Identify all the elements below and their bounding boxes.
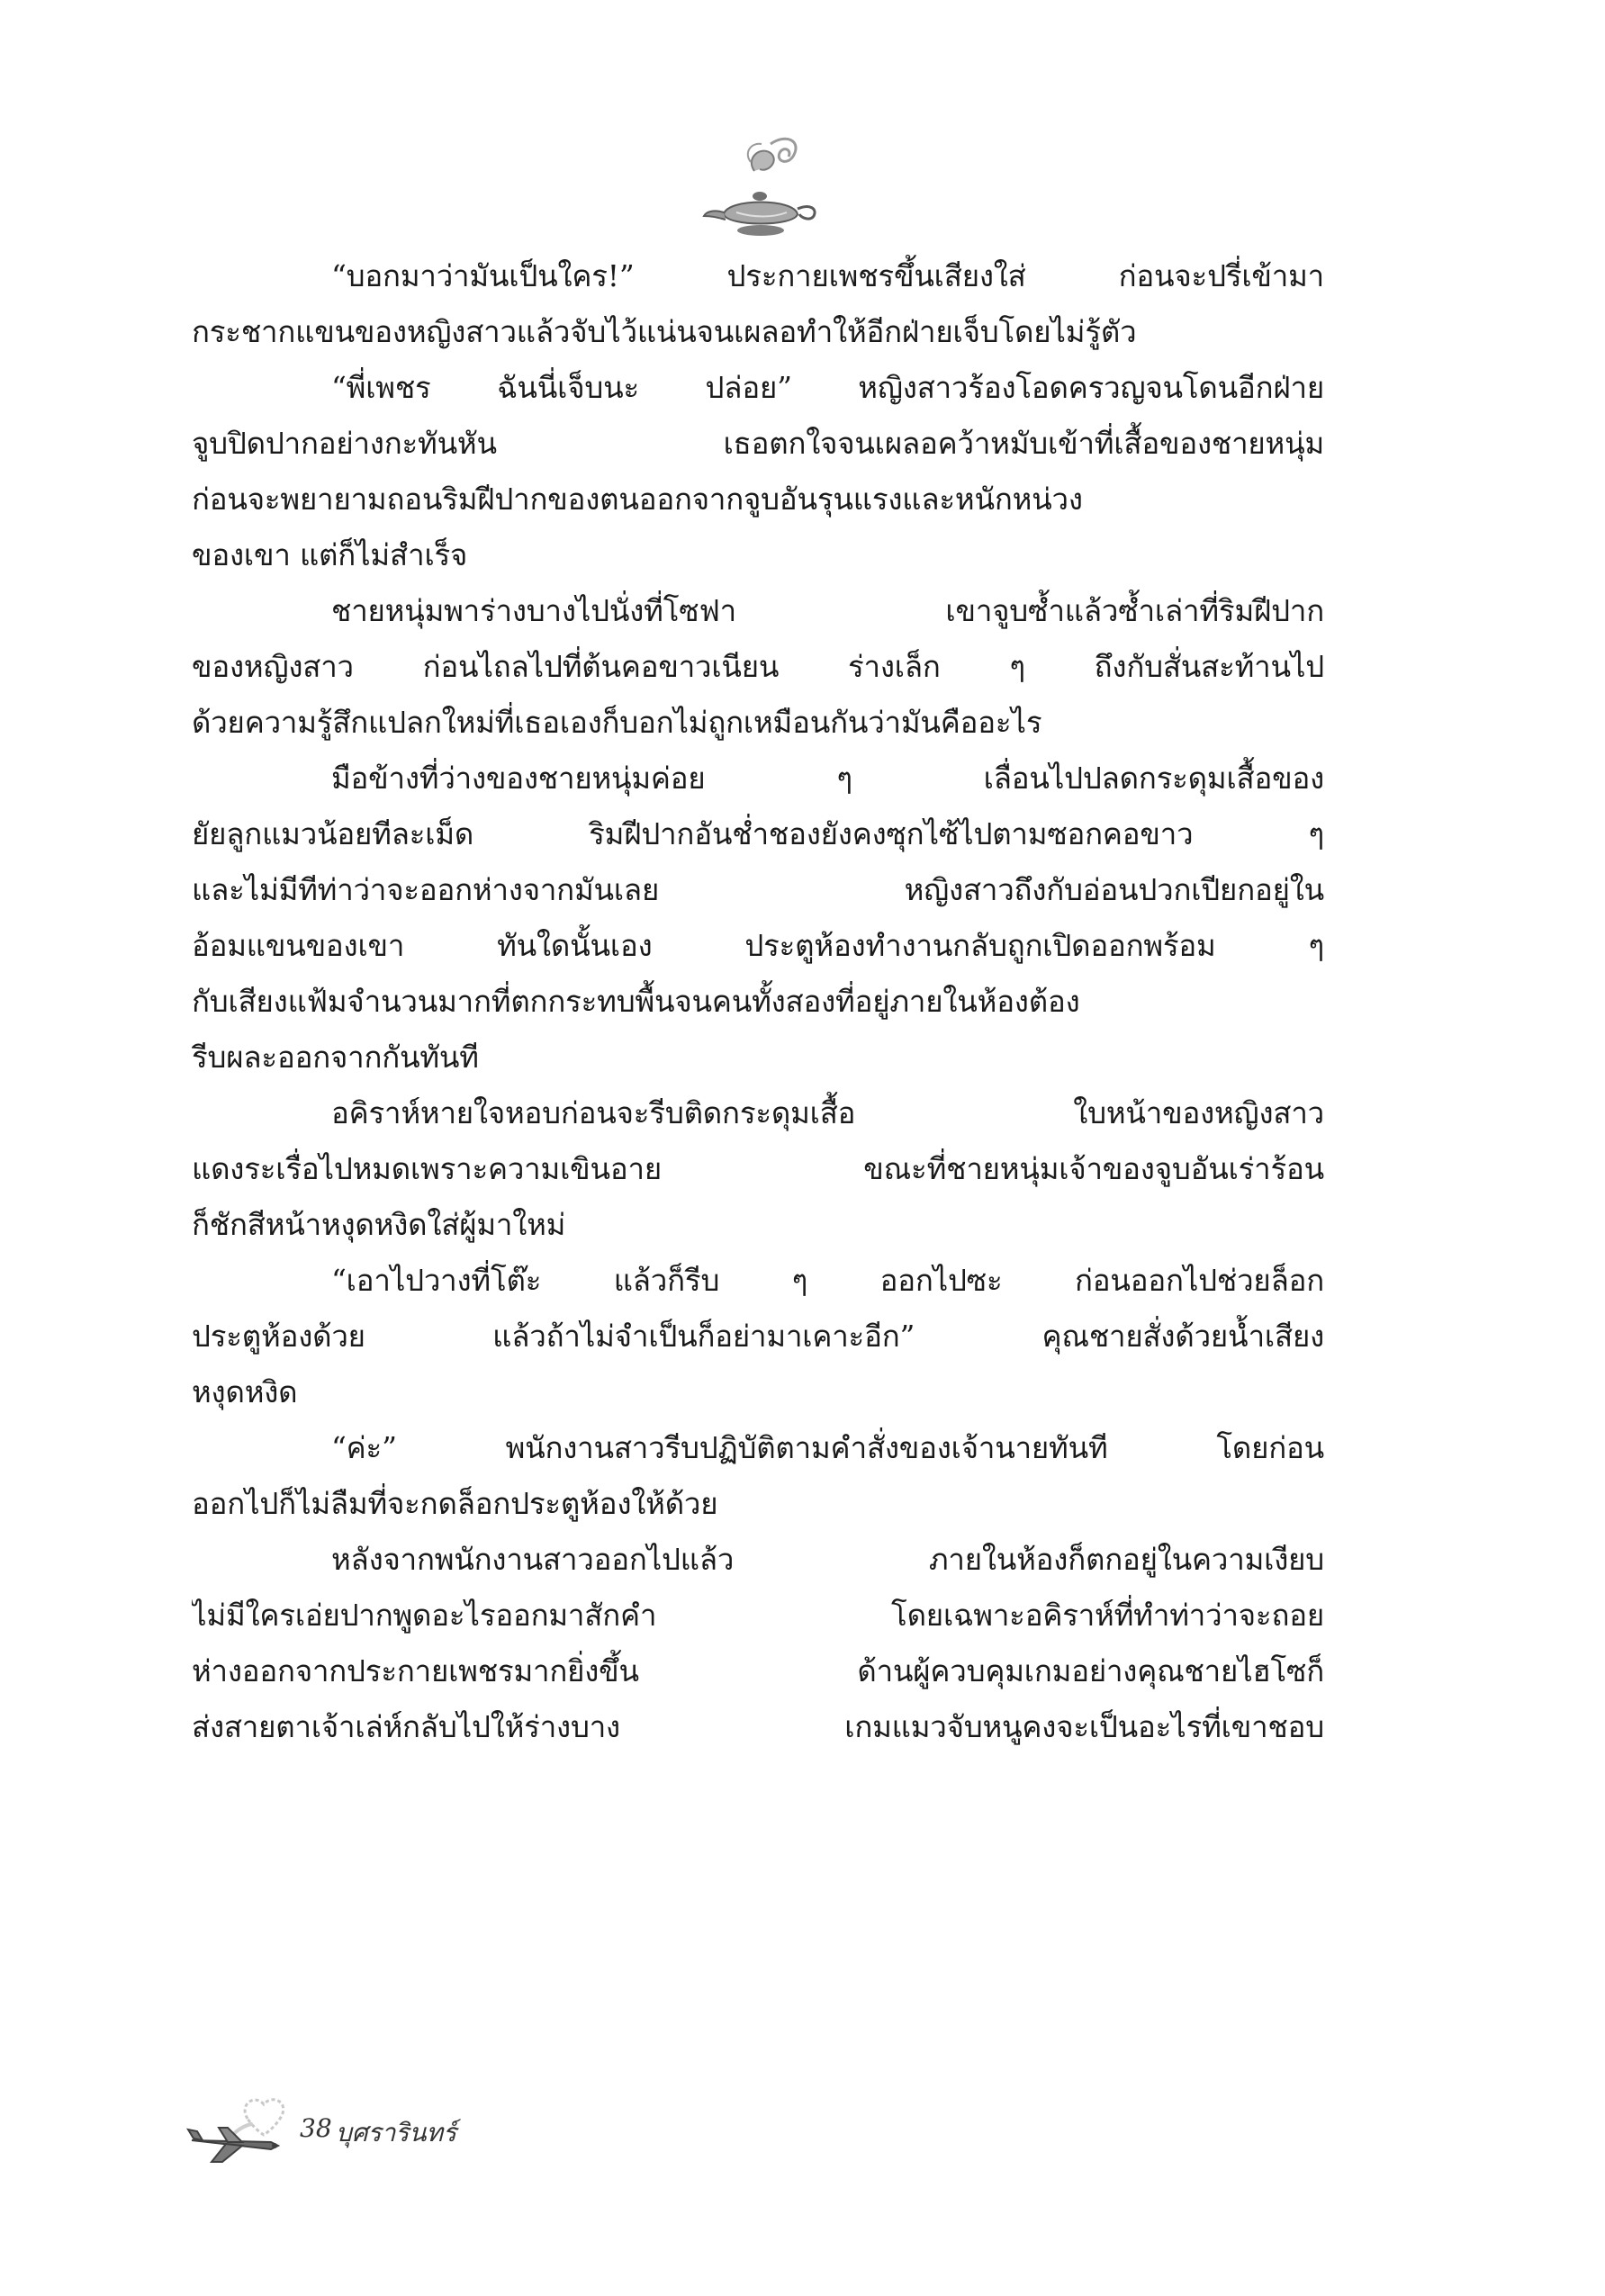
text-line: “บอกมาว่ามันเป็นใคร!” ประกายเพชรขึ้นเสียงใส่ ก่อนจะปรี่เข้ามา bbox=[331, 258, 1324, 293]
text-line: อ้อมแขนของเขา ทันใดนั้นเอง ประตูห้องทำงานกลับถูกเปิดออกพร้อม ๆ bbox=[192, 928, 1324, 963]
text-line: ประตูห้องด้วย แล้วถ้าไม่จำเป็นก็อย่ามาเคาะอีก” คุณชายสั่งด้วยน้ำเสียง bbox=[192, 1319, 1324, 1354]
text-line: ส่งสายตาเจ้าเล่ห์กลับไปให้ร่างบาง เกมแมวจับหนูคงจะเป็นอะไรที่เขาชอบ bbox=[192, 1709, 1324, 1744]
page-footer bbox=[185, 2086, 563, 2167]
text-line: ก่อนจะพยายามถอนริมฝีปากของตนออกจากจูบอันรุนแรงและหนักหน่วง bbox=[192, 482, 1083, 517]
body-text bbox=[192, 248, 1324, 1755]
text-line: ของหญิงสาว ก่อนไถลไปที่ต้นคอขาวเนียน ร่างเล็ก ๆ ถึงกับสั่นสะท้านไป bbox=[192, 649, 1324, 684]
text-line: ยัยลูกแมวน้อยทีละเม็ด ริมฝีปากอันช่ำชองยังคงซุกไซ้ไปตามซอกคอขาว ๆ bbox=[192, 816, 1324, 851]
text-line: ด้วยความรู้สึกแปลกใหม่ที่เธอเองก็บอกไม่ถูกเหมือนกันว่ามันคืออะไร bbox=[192, 705, 1042, 740]
text-line: ชายหนุ่มพาร่างบางไปนั่งที่โซฟา เขาจูบซ้ำแล้วซ้ำเล่าที่ริมฝีปาก bbox=[331, 593, 1324, 628]
text-line: รีบผละออกจากกันทันที bbox=[192, 1040, 479, 1075]
text-line: กระชากแขนของหญิงสาวแล้วจับไว้แน่นจนเผลอทำให้อีกฝ่ายเจ็บโดยไม่รู้ตัว bbox=[192, 314, 1137, 349]
text-line: มือข้างที่ว่างของชายหนุ่มค่อย ๆ เลื่อนไปปลดกระดุมเสื้อของ bbox=[331, 761, 1324, 796]
text-line: หลังจากพนักงานสาวออกไปแล้ว ภายในห้องก็ตกอยู่ในความเงียบ bbox=[331, 1542, 1324, 1577]
text-line: อคิราห์หายใจหอบก่อนจะรีบติดกระดุมเสื้อ ใบหน้าของหญิงสาว bbox=[331, 1095, 1324, 1130]
text-line: ของเขา แต่ก็ไม่สำเร็จ bbox=[192, 537, 468, 572]
text-line: ออกไปก็ไม่ลืมที่จะกดล็อกประตูห้องให้ด้วย bbox=[192, 1486, 718, 1521]
text-line: และไม่มีทีท่าว่าจะออกห่างจากมันเลย หญิงสาวถึงกับอ่อนปวกเปียกอยู่ใน bbox=[192, 872, 1324, 907]
page-number: 38 bbox=[300, 2113, 332, 2143]
text-line: “ค่ะ” พนักงานสาวรีบปฏิบัติตามคำสั่งของเจ้านายทันที โดยก่อน bbox=[331, 1430, 1324, 1465]
author-name: บุศรารินทร์ bbox=[336, 2118, 456, 2147]
text-line: หงุดหงิด bbox=[192, 1374, 298, 1409]
genie-lamp-icon bbox=[700, 126, 826, 252]
text-line: “พี่เพชร ฉันนี่เจ็บนะ ปล่อย” หญิงสาวร้องโอดครวญจนโดนอีกฝ่าย bbox=[331, 370, 1324, 405]
text-line: แดงระเรื่อไปหมดเพราะความเขินอาย ขณะที่ชายหนุ่มเจ้าของจูบอันเร่าร้อน bbox=[192, 1151, 1324, 1186]
text-line: ก็ชักสีหน้าหงุดหงิดใส่ผู้มาใหม่ bbox=[192, 1207, 566, 1242]
text-line: ไม่มีใครเอ่ยปากพูดอะไรออกมาสักคำ โดยเฉพาะอคิราห์ที่ทำท่าว่าจะถอย bbox=[192, 1598, 1324, 1633]
text-line: กับเสียงแฟ้มจำนวนมากที่ตกกระทบพื้นจนคนทั้งสองที่อยู่ภายในห้องต้อง bbox=[192, 984, 1080, 1019]
text-line: ห่างออกจากประกายเพชรมากยิ่งขึ้น ด้านผู้ควบคุมเกมอย่างคุณชายไฮโซก็ bbox=[192, 1653, 1324, 1688]
text-line: “เอาไปวางที่โต๊ะ แล้วก็รีบ ๆ ออกไปซะ ก่อนออกไปช่วยล็อก bbox=[331, 1263, 1324, 1298]
text-line: จูบปิดปากอย่างกะทันหัน เธอตกใจจนเผลอคว้าหมับเข้าที่เสื้อของชายหนุ่ม bbox=[192, 426, 1324, 461]
